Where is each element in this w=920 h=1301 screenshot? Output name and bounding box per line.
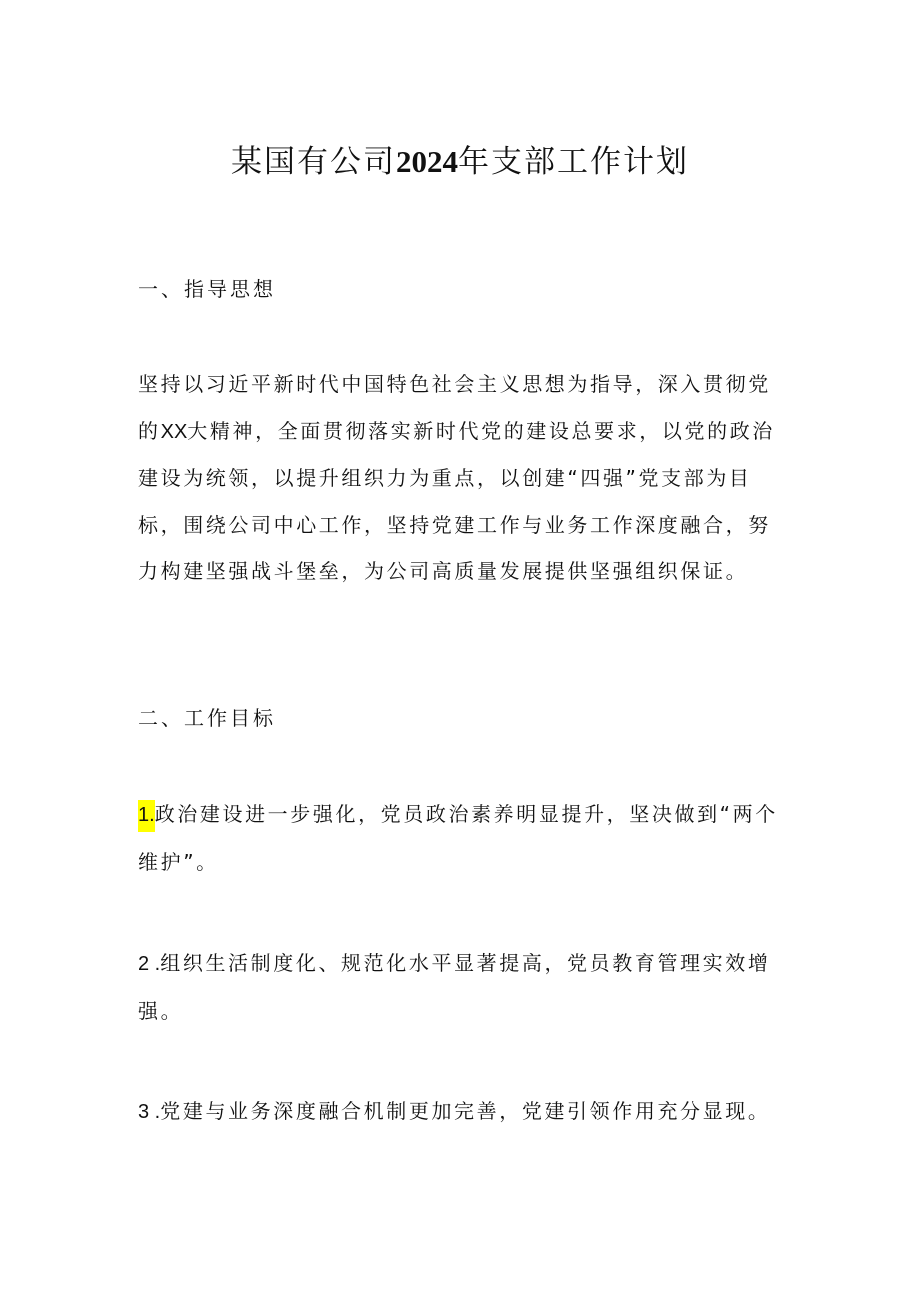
- goal-item-1: [138, 791, 788, 885]
- title-year: 2024: [396, 144, 458, 179]
- document-title: [0, 140, 920, 184]
- title-suffix: 年支部工作计划: [458, 144, 689, 180]
- goal-item-2-text: 组织生活制度化、规范化水平显著提高，党员教育管理实效增强。: [138, 951, 771, 1023]
- goal-item-3-text: 党建与业务深度融合机制更加完善，党建引领作用充分显现。: [160, 1099, 771, 1123]
- title-prefix: 某国有公司: [231, 144, 396, 180]
- section-body-guiding-ideology: [138, 361, 788, 595]
- body-text-xx: XX: [160, 420, 188, 443]
- goal-item-3-number: 3 .: [138, 1101, 161, 1123]
- goal-item-2-number: 2 .: [138, 953, 161, 975]
- goal-item-2: [138, 940, 788, 1034]
- body-text-part1: 坚持以习近平新时代中国特色社会主义思想为指导，深入贯彻党的: [138, 372, 771, 443]
- section-heading-guiding-ideology: 一、指导思想: [138, 277, 276, 301]
- goal-item-3: [138, 1088, 788, 1136]
- goal-item-1-text: 政治建设进一步强化，党员政治素养明显提升，坚决做到“两个维护”。: [138, 802, 778, 874]
- section-heading-work-goals: 二、工作目标: [138, 706, 276, 730]
- body-text-part2: 大精神，全面贯彻落实新时代党的建设总要求，以党的政治建设为统领，以提升组织力为重点，以创建“四强”党支部为目标，围绕公司中心工作，坚持党建工作与业务工作深度融合，努力构建坚强战斗堡垒，为公司高质量发展提供坚强组织保证。: [138, 418, 775, 584]
- goal-item-1-number: 1.: [138, 800, 155, 832]
